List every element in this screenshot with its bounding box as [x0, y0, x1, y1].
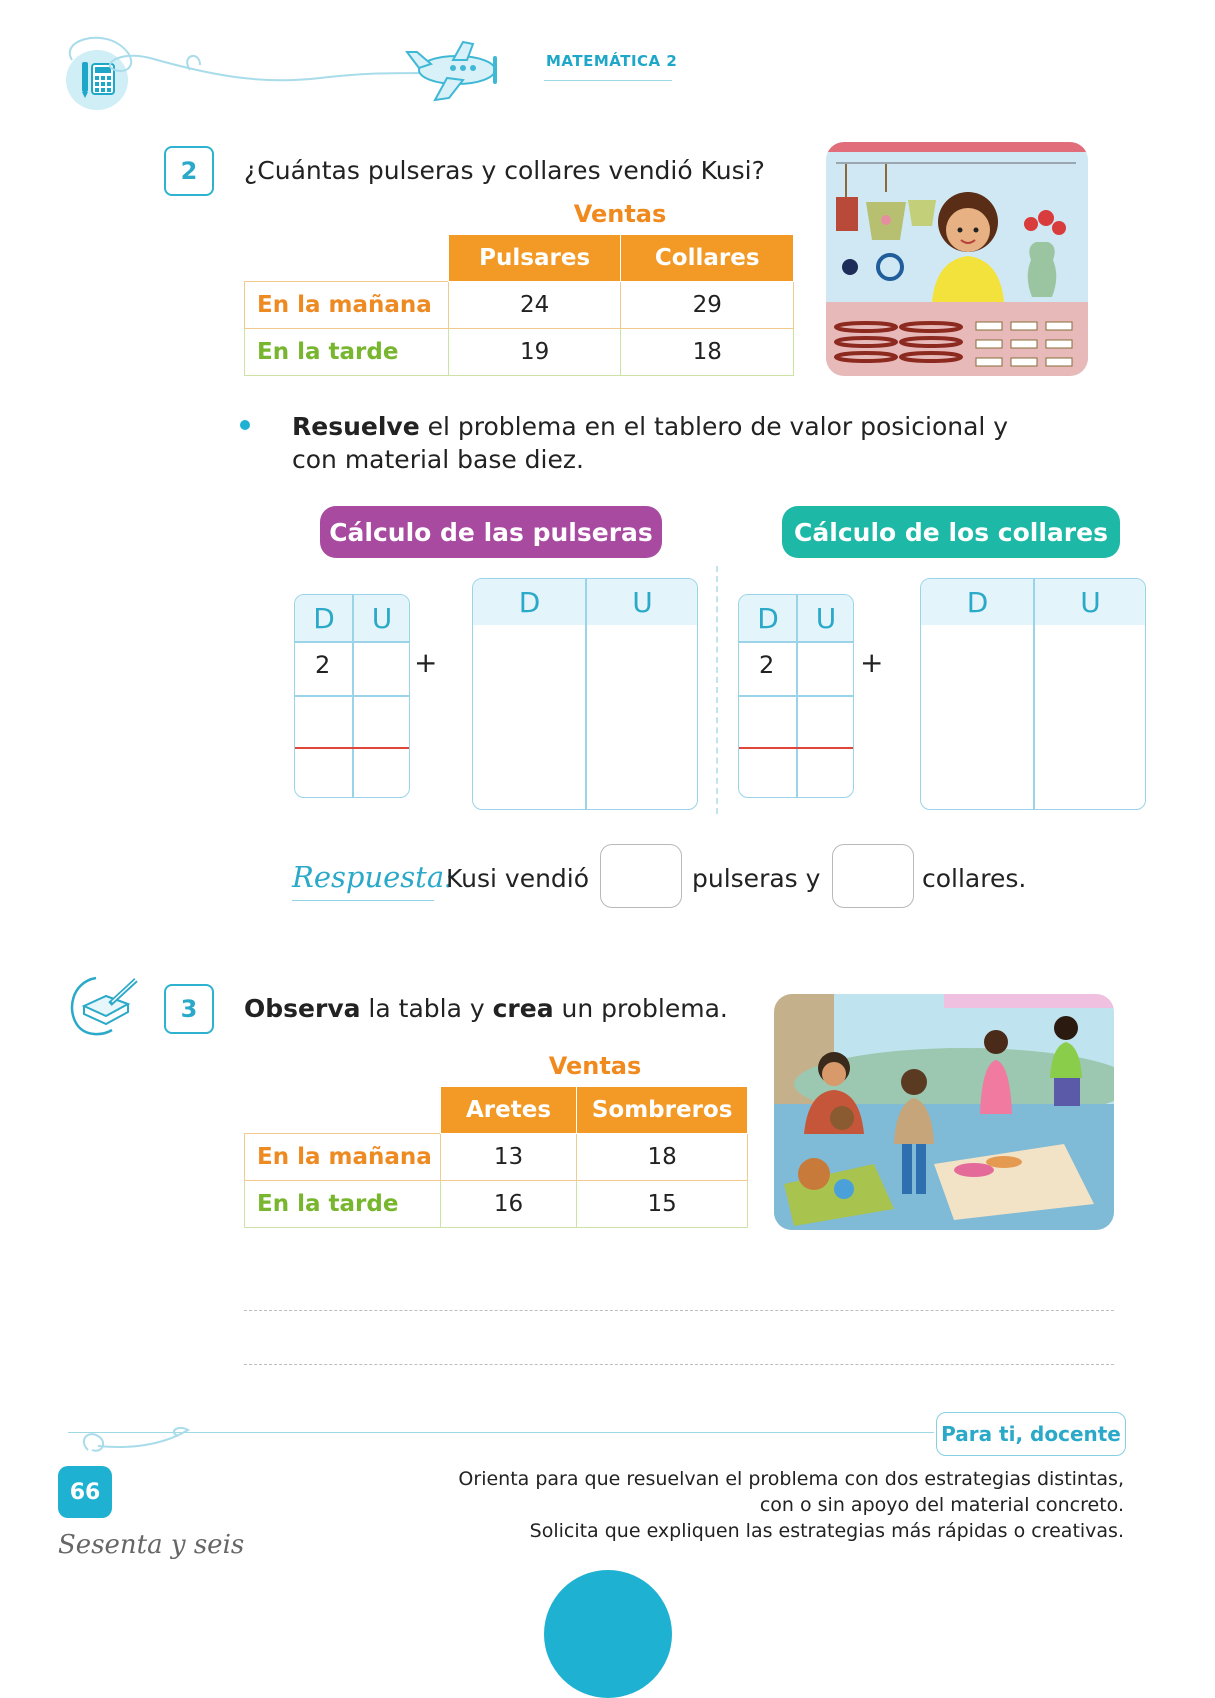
exercise-number-3: 3 [164, 984, 214, 1034]
column-header: Pulsares [448, 235, 621, 282]
table-cell: 18 [621, 329, 794, 376]
units-header: U [586, 579, 698, 625]
exercise-3-instruction [244, 994, 728, 1023]
table-2-title: Ventas [548, 1052, 642, 1080]
answer-text-3: collares. [922, 864, 1027, 893]
sales-table-1 [244, 234, 794, 376]
bullet-point [240, 420, 250, 430]
create-problem-icon [66, 974, 146, 1038]
column-header: Sombreros [577, 1087, 748, 1134]
carry-digit: 2 [759, 651, 775, 679]
exercise-2-question: ¿Cuántas pulseras y collares vendió Kusi? [244, 156, 765, 185]
section-divider [716, 566, 718, 814]
small-place-value-board-collares [738, 594, 854, 798]
table-cell: 13 [440, 1134, 577, 1181]
footer-swirl-decoration [78, 1420, 198, 1460]
tens-header: D [739, 595, 797, 641]
instruction-part: un problema. [553, 994, 728, 1023]
plus-sign: + [860, 646, 884, 679]
sum-line [739, 747, 854, 749]
tens-header: D [295, 595, 353, 641]
book-title: MATEMÁTICA 2 [546, 52, 678, 70]
teacher-note-line: Solicita que expliquen las estrategias más rápidas o creativas. [529, 1520, 1124, 1542]
answer-text-2: pulseras y [692, 864, 821, 893]
units-header: U [353, 595, 410, 641]
carry-digit: 2 [315, 651, 331, 679]
pill-pulseras: Cálculo de las pulseras [320, 506, 662, 558]
bottom-decoration [544, 1570, 672, 1698]
instruction-rest: el problema en el tablero de valor posicional y con material base diez. [292, 412, 1009, 474]
airplane-icon [405, 38, 505, 106]
jewelry-stall-illustration [826, 142, 1088, 376]
row-label: En la tarde [245, 1181, 441, 1228]
column-header: Aretes [440, 1087, 577, 1134]
row-label: En la mañana [245, 282, 449, 329]
table-cell: 16 [440, 1181, 577, 1228]
sum-line [295, 747, 410, 749]
answer-box-pulseras[interactable] [600, 844, 682, 908]
teacher-note [380, 1466, 1124, 1544]
table-cell: 19 [448, 329, 621, 376]
teacher-note-tab: Para ti, docente [936, 1412, 1126, 1456]
answer-box-collares[interactable] [832, 844, 914, 908]
row-label: En la tarde [245, 329, 449, 376]
observe-bold: Observa [244, 994, 361, 1023]
answer-label-underline [292, 900, 434, 901]
units-header: U [797, 595, 854, 641]
tens-header: D [921, 579, 1034, 625]
sales-table-2 [244, 1086, 748, 1228]
writing-line[interactable] [244, 1364, 1114, 1365]
units-header: U [1034, 579, 1146, 625]
instruction-bold: Resuelve [292, 412, 420, 441]
row-label: En la mañana [245, 1134, 441, 1181]
column-header: Collares [621, 235, 794, 282]
table-1-title: Ventas [573, 200, 667, 228]
answer-label: Respuesta: [292, 860, 454, 894]
writing-line[interactable] [244, 1310, 1114, 1311]
create-bold: crea [492, 994, 554, 1023]
instruction-text [292, 410, 1052, 476]
market-illustration [774, 994, 1114, 1230]
small-place-value-board-pulseras [294, 594, 410, 798]
table-cell: 18 [577, 1134, 748, 1181]
table-cell: 15 [577, 1181, 748, 1228]
pill-collares: Cálculo de los collares [782, 506, 1120, 558]
exercise-number-2: 2 [164, 146, 214, 196]
teacher-note-line: Orienta para que resuelvan el problema con dos estrategias distintas, [458, 1468, 1124, 1490]
title-underline [544, 80, 672, 81]
plus-sign: + [414, 646, 438, 679]
tens-header: D [473, 579, 586, 625]
page-number: 66 [58, 1466, 112, 1518]
table-cell: 24 [448, 282, 621, 329]
teacher-note-line: con o sin apoyo del material concreto. [759, 1494, 1124, 1516]
base-ten-board-pulseras [472, 578, 698, 810]
page-number-words: Sesenta y seis [58, 1530, 245, 1560]
instruction-part: la tabla y [360, 994, 493, 1023]
base-ten-board-collares [920, 578, 1146, 810]
table-cell: 29 [621, 282, 794, 329]
answer-text-1: Kusi vendió [446, 864, 590, 893]
